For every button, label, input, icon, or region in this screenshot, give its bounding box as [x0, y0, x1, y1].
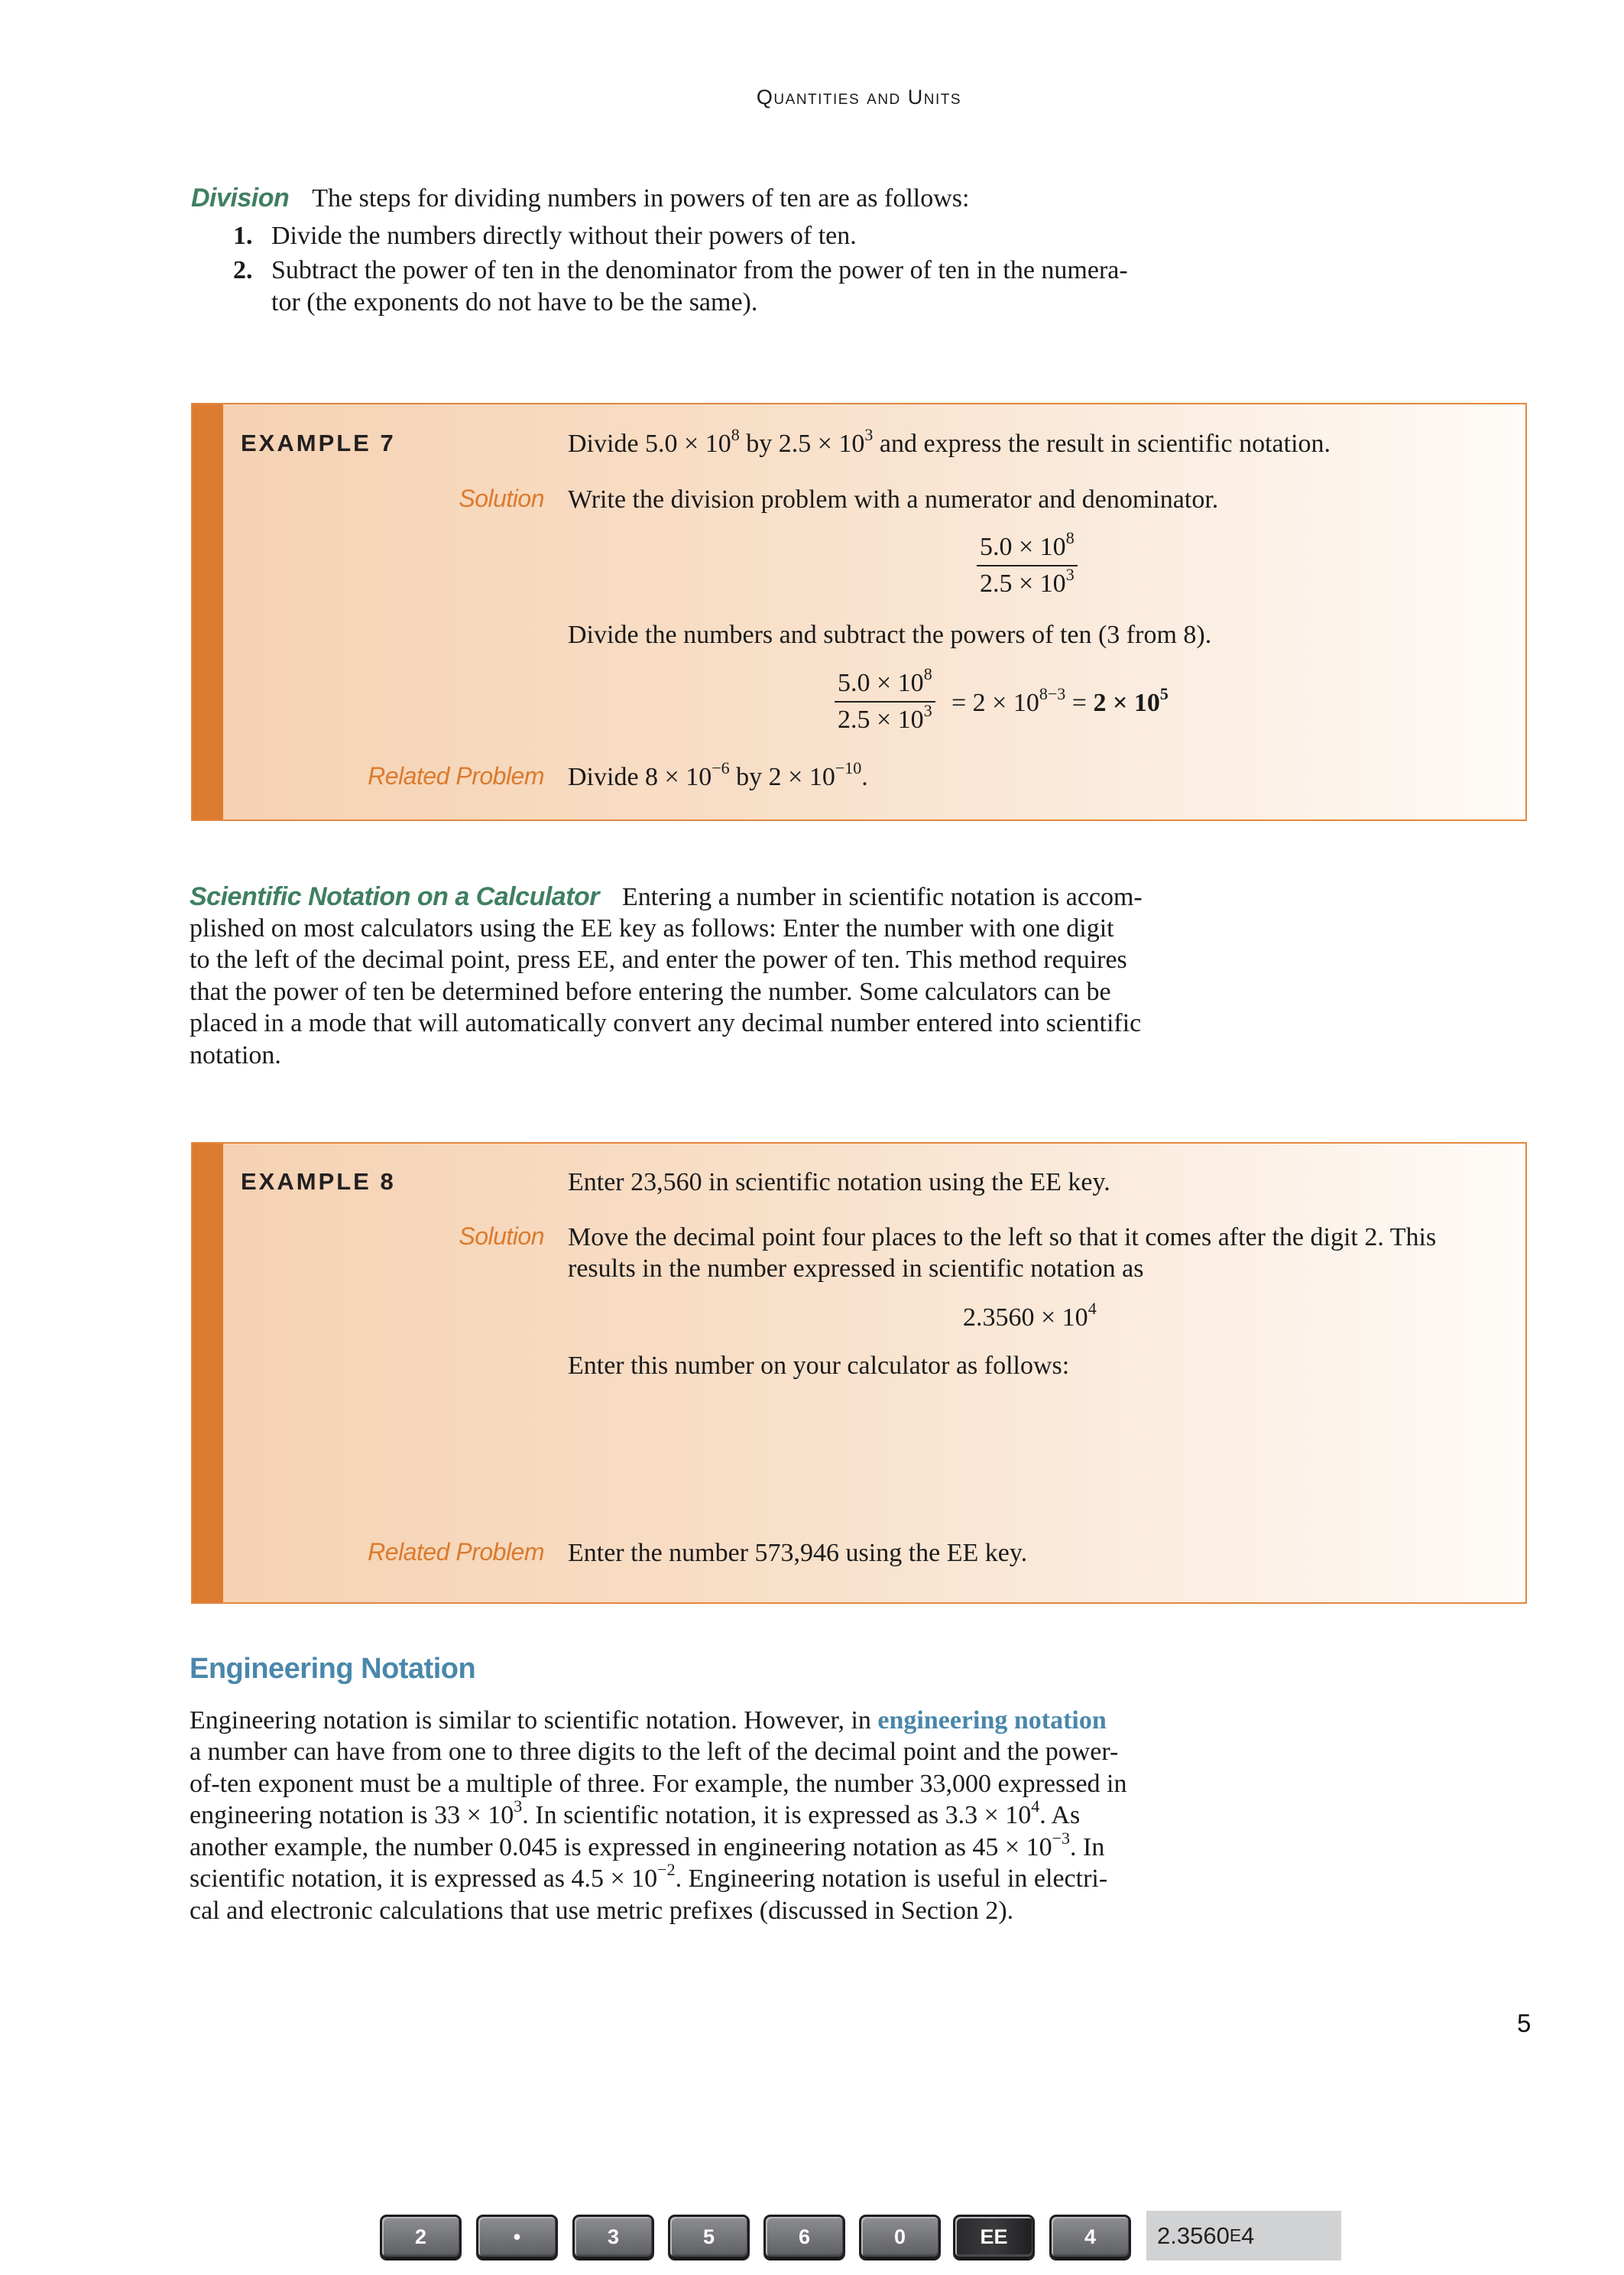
- step2-text: Divide the numbers and subtract the powers of ten (3 from 8).: [568, 621, 1212, 649]
- related-problem-label: Related Problem: [368, 762, 544, 790]
- exponent: −2: [657, 1859, 676, 1879]
- display-exponent: 4: [1241, 2221, 1255, 2249]
- calculator-display: [1146, 2211, 1341, 2260]
- exponent: 8−3: [1039, 683, 1066, 703]
- text: . Engineering notation is useful in electri-: [675, 1864, 1108, 1893]
- calc-para-line: notation.: [190, 1041, 281, 1069]
- calc-para-line: placed in a mode that will automatically convert any decimal number entered into scientific: [190, 1009, 1142, 1037]
- text: by 2 × 10: [729, 763, 835, 791]
- exponent: 4: [1088, 1298, 1097, 1318]
- exponent: 3: [1065, 564, 1075, 584]
- text: . As: [1039, 1801, 1081, 1829]
- key-6[interactable]: 6: [763, 2215, 845, 2259]
- division-step-2: [233, 255, 1128, 287]
- page-number: 5: [1517, 2009, 1532, 2037]
- exponent: 3: [923, 700, 932, 720]
- division-step-1: [233, 220, 857, 252]
- text: engineering notation is 33 × 10: [190, 1801, 514, 1829]
- exponent: −6: [712, 758, 730, 777]
- denominator: [977, 566, 1078, 602]
- key-5[interactable]: 5: [668, 2215, 750, 2259]
- exponent: 5: [1159, 683, 1169, 703]
- display-e: E: [1229, 2225, 1242, 2245]
- text: 2.5 × 10: [980, 570, 1066, 598]
- eng-para-line: cal and electronic calculations that use metric prefixes (discussed in Section 2).: [190, 1897, 1014, 1925]
- exponent: 8: [731, 424, 740, 444]
- calc-para-line: to the left of the decimal point, press EE, and enter the power of ten. This method requires: [190, 946, 1127, 974]
- text: another example, the number 0.045 is expressed in engineering notation as 45 × 10: [190, 1833, 1052, 1861]
- key-4[interactable]: 4: [1049, 2215, 1131, 2259]
- related-problem-text: [568, 758, 868, 793]
- text: 5.0 × 10: [980, 533, 1066, 561]
- example-accent-bar: [193, 1144, 223, 1602]
- numerator: [835, 666, 935, 701]
- text: . In: [1070, 1833, 1105, 1861]
- exponent: 8: [923, 664, 932, 683]
- fraction: [835, 666, 935, 738]
- calc-para-line: plished on most calculators using the EE key as follows: Enter the number with one digit: [190, 914, 1114, 943]
- eng-para-line: [190, 1859, 1108, 1895]
- division-intro-text: The steps for dividing numbers in powers of ten are as follows:: [312, 184, 970, 213]
- eng-para-line: [190, 1828, 1105, 1864]
- fraction: [977, 527, 1078, 602]
- text: = 2 × 10: [951, 689, 1039, 717]
- text: by 2.5 × 10: [739, 430, 865, 458]
- solution-label: Solution: [459, 1222, 544, 1250]
- solution-text: Write the division problem with a numerator and denominator.: [568, 485, 1219, 514]
- calculator-key-sequence: [362, 2195, 1357, 2275]
- text: and express the result in scientific notation.: [873, 430, 1331, 458]
- step-number: 2.: [233, 256, 253, 284]
- result: 2 × 10: [1093, 689, 1160, 717]
- text: =: [1065, 689, 1094, 717]
- display-mantissa: 2.3560: [1157, 2221, 1230, 2249]
- text: 5.0 × 10: [838, 669, 924, 697]
- exponent: −3: [1052, 1828, 1071, 1848]
- solution-text-continued: results in the number expressed in scientific notation as: [568, 1254, 1144, 1283]
- calc-para-line-1: [190, 881, 1143, 914]
- key-2[interactable]: 2: [380, 2215, 462, 2259]
- division-heading: Division: [191, 183, 290, 213]
- eng-para-line: [190, 1796, 1081, 1832]
- example-label: EXAMPLE 7: [241, 430, 396, 456]
- text: Divide 5.0 × 10: [568, 430, 731, 458]
- step-text-continued: tor (the exponents do not have to be the same).: [271, 288, 758, 316]
- example-problem: Enter 23,560 in scientific notation using the EE key.: [568, 1168, 1110, 1196]
- key-term: engineering notation: [877, 1706, 1107, 1735]
- eng-para-line: a number can have from one to three digits to the left of the decimal point and the power-: [190, 1738, 1119, 1766]
- example-problem: [568, 424, 1331, 460]
- example-label: EXAMPLE 8: [241, 1168, 396, 1195]
- step-number: 1.: [233, 222, 253, 250]
- numerator: [977, 527, 1078, 565]
- exponent: 8: [1065, 527, 1075, 547]
- step-text: Divide the numbers directly without their powers of ten.: [271, 222, 857, 250]
- example-accent-bar: [193, 404, 223, 819]
- section-heading: Engineering Notation: [190, 1653, 476, 1685]
- exponent: −10: [835, 758, 862, 777]
- running-head: Quantities and Units: [756, 86, 962, 109]
- related-problem-label: Related Problem: [368, 1538, 544, 1566]
- equation-result: [951, 683, 1169, 719]
- text: 2.5 × 10: [838, 706, 924, 734]
- eng-para-line: [190, 1705, 1107, 1737]
- step-text: Subtract the power of ten in the denominator from the power of ten in the numera-: [271, 256, 1128, 284]
- text: Divide 8 × 10: [568, 763, 712, 791]
- key-3[interactable]: 3: [572, 2215, 654, 2259]
- text: .: [861, 763, 868, 791]
- key-ee[interactable]: EE: [953, 2215, 1035, 2259]
- key-0[interactable]: 0: [859, 2215, 941, 2259]
- solution-text: Move the decimal point four places to the left so that it comes after the digit 2. This: [568, 1223, 1437, 1251]
- solution-label: Solution: [459, 485, 544, 512]
- division-intro: [191, 182, 969, 215]
- related-problem-text: Enter the number 573,946 using the EE key.: [568, 1539, 1028, 1567]
- text: Entering a number in scientific notation is accom-: [622, 883, 1143, 911]
- exponent: 3: [864, 424, 874, 444]
- exponent: 4: [1031, 1796, 1040, 1816]
- example-7-box: [191, 403, 1527, 821]
- denominator: [835, 700, 935, 738]
- calc-para-line: that the power of ten be determined before entering the number. Some calculators can be: [190, 978, 1111, 1006]
- eng-para-line: of-ten exponent must be a multiple of three. For example, the number 33,000 expressed in: [190, 1770, 1127, 1798]
- enter-instructions: Enter this number on your calculator as follows:: [568, 1352, 1070, 1380]
- exponent: 3: [514, 1796, 523, 1816]
- text: Engineering notation is similar to scientific notation. However, in: [190, 1706, 878, 1735]
- sci-notation-result: [963, 1298, 1097, 1334]
- text: . In scientific notation, it is expressed as 3.3 × 10: [522, 1801, 1032, 1829]
- text: scientific notation, it is expressed as 4.5 × 10: [190, 1864, 658, 1893]
- calc-section-heading: Scientific Notation on a Calculator: [190, 882, 600, 911]
- key-decimal-point[interactable]: •: [476, 2215, 558, 2259]
- text: 2.3560 × 10: [963, 1303, 1088, 1332]
